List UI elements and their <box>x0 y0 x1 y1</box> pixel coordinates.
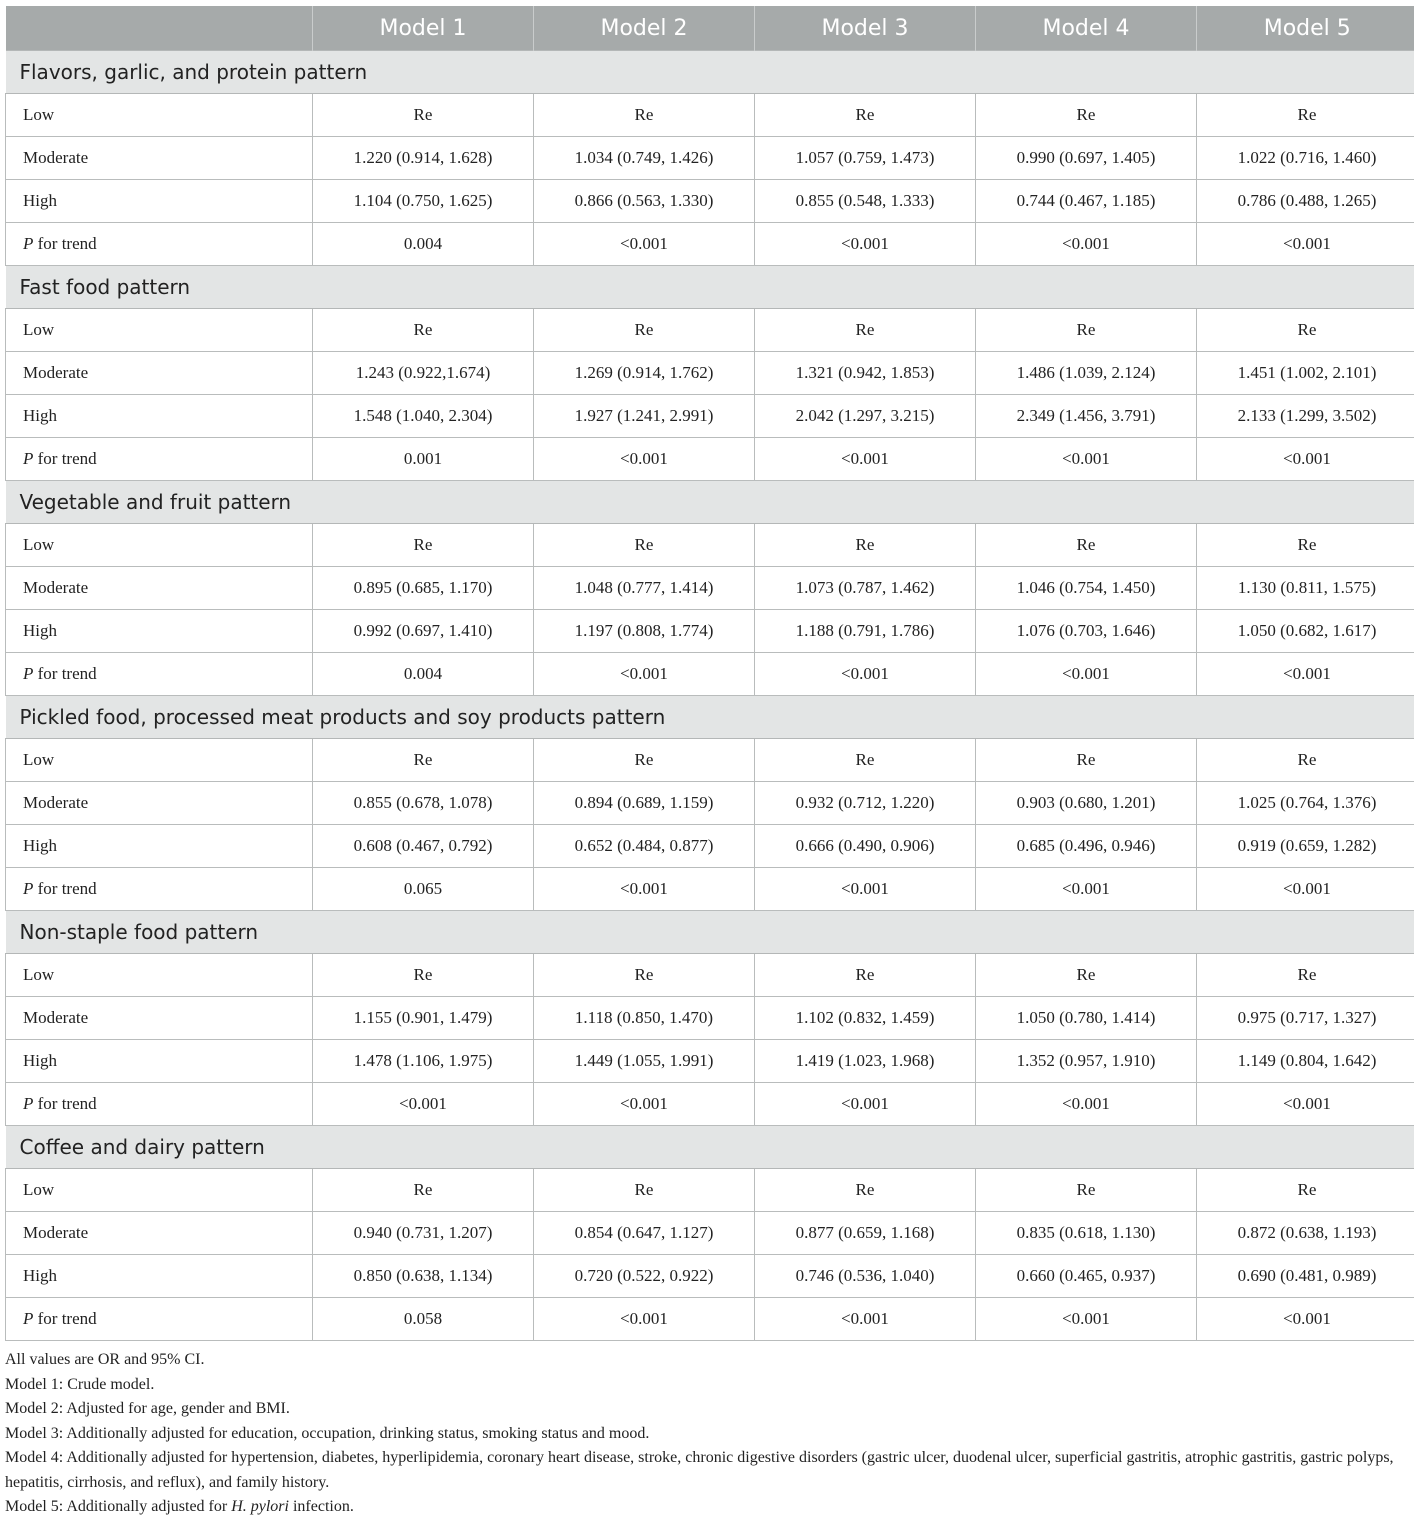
table-row <box>6 94 1414 137</box>
value-cell: Re <box>976 524 1197 567</box>
value-cell: 1.478 (1.106, 1.975) <box>313 1040 534 1083</box>
table-row <box>6 868 1414 911</box>
value-cell: 0.004 <box>313 653 534 696</box>
value-cell: Re <box>313 94 534 137</box>
row-label: Moderate <box>6 352 313 395</box>
value-cell: 0.854 (0.647, 1.127) <box>534 1212 755 1255</box>
row-label <box>6 1298 313 1341</box>
value-cell: Re <box>534 309 755 352</box>
value-cell: Re <box>976 739 1197 782</box>
row-label <box>6 868 313 911</box>
value-cell: 0.940 (0.731, 1.207) <box>313 1212 534 1255</box>
value-cell: 1.352 (0.957, 1.910) <box>976 1040 1197 1083</box>
row-label <box>6 653 313 696</box>
row-label-rest: for trend <box>33 879 97 898</box>
value-cell: 0.850 (0.638, 1.134) <box>313 1255 534 1298</box>
footnote-model-5-prefix: Model 5: Additionally adjusted for <box>5 1498 232 1515</box>
value-cell: <0.001 <box>534 1083 755 1126</box>
row-label: High <box>6 610 313 653</box>
value-cell: 1.104 (0.750, 1.625) <box>313 180 534 223</box>
value-cell: <0.001 <box>755 1083 976 1126</box>
value-cell: Re <box>1197 739 1414 782</box>
value-cell: <0.001 <box>534 868 755 911</box>
table-body <box>6 51 1414 1341</box>
value-cell: <0.001 <box>976 1298 1197 1341</box>
value-cell: 1.188 (0.791, 1.786) <box>755 610 976 653</box>
footnote-all-values: All values are OR and 95% CI. <box>5 1351 205 1368</box>
row-label <box>6 223 313 266</box>
group-title: Coffee and dairy pattern <box>6 1126 1414 1169</box>
row-label: High <box>6 825 313 868</box>
table-row <box>6 997 1414 1040</box>
table-row <box>6 1212 1414 1255</box>
header-row <box>6 6 1414 51</box>
table-row <box>6 1255 1414 1298</box>
value-cell: 1.149 (0.804, 1.642) <box>1197 1040 1414 1083</box>
row-label-italic: P <box>23 879 34 898</box>
value-cell: Re <box>534 954 755 997</box>
value-cell: 0.932 (0.712, 1.220) <box>755 782 976 825</box>
value-cell: <0.001 <box>534 1298 755 1341</box>
value-cell: 0.652 (0.484, 0.877) <box>534 825 755 868</box>
value-cell: 0.835 (0.618, 1.130) <box>976 1212 1197 1255</box>
value-cell: 1.155 (0.901, 1.479) <box>313 997 534 1040</box>
value-cell: Re <box>1197 309 1414 352</box>
value-cell: 1.486 (1.039, 2.124) <box>976 352 1197 395</box>
value-cell: 0.660 (0.465, 0.937) <box>976 1255 1197 1298</box>
value-cell: <0.001 <box>755 653 976 696</box>
value-cell: <0.001 <box>1197 868 1414 911</box>
value-cell: 0.877 (0.659, 1.168) <box>755 1212 976 1255</box>
value-cell: Re <box>976 954 1197 997</box>
row-label-italic: P <box>23 1309 34 1328</box>
value-cell: Re <box>755 1169 976 1212</box>
value-cell: <0.001 <box>1197 438 1414 481</box>
group-header-row <box>6 696 1414 739</box>
value-cell: 0.666 (0.490, 0.906) <box>755 825 976 868</box>
value-cell: <0.001 <box>976 438 1197 481</box>
footnote-model-2: Model 2: Adjusted for age, gender and BMI. <box>5 1400 290 1417</box>
value-cell: Re <box>1197 94 1414 137</box>
row-label: Low <box>6 954 313 997</box>
row-label-italic: P <box>23 449 34 468</box>
group-header-row <box>6 1126 1414 1169</box>
table-row <box>6 653 1414 696</box>
footnote-model-1: Model 1: Crude model. <box>5 1375 155 1393</box>
value-cell: 0.990 (0.697, 1.405) <box>976 137 1197 180</box>
table-row <box>6 223 1414 266</box>
value-cell: 0.685 (0.496, 0.946) <box>976 825 1197 868</box>
value-cell: 0.058 <box>313 1298 534 1341</box>
header-model-3: Model 3 <box>755 6 976 51</box>
table-row <box>6 825 1414 868</box>
row-label-rest: for trend <box>33 1094 97 1113</box>
value-cell: <0.001 <box>976 1083 1197 1126</box>
value-cell: 1.034 (0.749, 1.426) <box>534 137 755 180</box>
group-header-row <box>6 911 1414 954</box>
row-label: Moderate <box>6 567 313 610</box>
value-cell: 0.895 (0.685, 1.170) <box>313 567 534 610</box>
value-cell: 1.321 (0.942, 1.853) <box>755 352 976 395</box>
group-title: Flavors, garlic, and protein pattern <box>6 51 1414 94</box>
row-label: High <box>6 180 313 223</box>
value-cell: 1.220 (0.914, 1.628) <box>313 137 534 180</box>
value-cell: 1.927 (1.241, 2.991) <box>534 395 755 438</box>
table-row <box>6 395 1414 438</box>
row-label: Moderate <box>6 782 313 825</box>
value-cell: Re <box>755 94 976 137</box>
row-label-rest: for trend <box>33 1309 97 1328</box>
value-cell: <0.001 <box>976 868 1197 911</box>
value-cell: <0.001 <box>755 1298 976 1341</box>
group-title: Non-staple food pattern <box>6 911 1414 954</box>
value-cell: 0.855 (0.548, 1.333) <box>755 180 976 223</box>
table-container <box>5 6 1409 1341</box>
value-cell: <0.001 <box>534 438 755 481</box>
value-cell: 2.042 (1.297, 3.215) <box>755 395 976 438</box>
value-cell: <0.001 <box>976 653 1197 696</box>
value-cell: 0.872 (0.638, 1.193) <box>1197 1212 1414 1255</box>
row-label: High <box>6 1040 313 1083</box>
table-row <box>6 1083 1414 1126</box>
value-cell: 0.720 (0.522, 0.922) <box>534 1255 755 1298</box>
table-row <box>6 137 1414 180</box>
value-cell: 0.608 (0.467, 0.792) <box>313 825 534 868</box>
value-cell: Re <box>755 524 976 567</box>
value-cell: 0.894 (0.689, 1.159) <box>534 782 755 825</box>
value-cell: Re <box>976 309 1197 352</box>
row-label: High <box>6 395 313 438</box>
table-row <box>6 954 1414 997</box>
value-cell: 0.690 (0.481, 0.989) <box>1197 1255 1414 1298</box>
value-cell: Re <box>1197 954 1414 997</box>
value-cell: 1.449 (1.055, 1.991) <box>534 1040 755 1083</box>
value-cell: 1.130 (0.811, 1.575) <box>1197 567 1414 610</box>
value-cell: 0.746 (0.536, 1.040) <box>755 1255 976 1298</box>
header-model-5: Model 5 <box>1197 6 1414 51</box>
table-row <box>6 782 1414 825</box>
value-cell: 1.197 (0.808, 1.774) <box>534 610 755 653</box>
value-cell: 0.001 <box>313 438 534 481</box>
group-header-row <box>6 51 1414 94</box>
value-cell: <0.001 <box>976 223 1197 266</box>
row-label: Low <box>6 309 313 352</box>
value-cell: 0.992 (0.697, 1.410) <box>313 610 534 653</box>
value-cell: Re <box>313 309 534 352</box>
header-model-4: Model 4 <box>976 6 1197 51</box>
value-cell: 1.025 (0.764, 1.376) <box>1197 782 1414 825</box>
value-cell: 1.076 (0.703, 1.646) <box>976 610 1197 653</box>
table-row <box>6 1298 1414 1341</box>
value-cell: 0.744 (0.467, 1.185) <box>976 180 1197 223</box>
value-cell: 1.050 (0.682, 1.617) <box>1197 610 1414 653</box>
value-cell: 0.975 (0.717, 1.327) <box>1197 997 1414 1040</box>
footnote-model-5-italic: H. pylori <box>231 1498 289 1515</box>
value-cell: 1.046 (0.754, 1.450) <box>976 567 1197 610</box>
table-row <box>6 309 1414 352</box>
value-cell: Re <box>534 94 755 137</box>
value-cell: Re <box>1197 1169 1414 1212</box>
table-row <box>6 438 1414 481</box>
row-label: High <box>6 1255 313 1298</box>
table-row <box>6 352 1414 395</box>
footnote-model-5-suffix: infection. <box>288 1498 354 1515</box>
group-header-row <box>6 266 1414 309</box>
value-cell: <0.001 <box>755 223 976 266</box>
row-label: Low <box>6 1169 313 1212</box>
value-cell: Re <box>755 309 976 352</box>
row-label-italic: P <box>23 1094 34 1113</box>
value-cell: Re <box>755 954 976 997</box>
header-model-2: Model 2 <box>534 6 755 51</box>
value-cell: 2.349 (1.456, 3.791) <box>976 395 1197 438</box>
row-label: Low <box>6 94 313 137</box>
value-cell: 0.004 <box>313 223 534 266</box>
table-row <box>6 567 1414 610</box>
value-cell: Re <box>313 1169 534 1212</box>
value-cell: <0.001 <box>534 223 755 266</box>
value-cell: Re <box>976 94 1197 137</box>
group-title: Fast food pattern <box>6 266 1414 309</box>
header-corner <box>6 6 313 51</box>
value-cell: 1.050 (0.780, 1.414) <box>976 997 1197 1040</box>
value-cell: 0.866 (0.563, 1.330) <box>534 180 755 223</box>
footnote-model-3: Model 3: Additionally adjusted for education, occupation, drinking status, smoking status and mood. <box>5 1424 650 1442</box>
group-title: Vegetable and fruit pattern <box>6 481 1414 524</box>
row-label: Low <box>6 739 313 782</box>
value-cell: Re <box>755 739 976 782</box>
footnotes <box>5 1348 1409 1520</box>
value-cell: 1.419 (1.023, 1.968) <box>755 1040 976 1083</box>
value-cell: 2.133 (1.299, 3.502) <box>1197 395 1414 438</box>
table-row <box>6 180 1414 223</box>
row-label <box>6 1083 313 1126</box>
value-cell: 1.269 (0.914, 1.762) <box>534 352 755 395</box>
footnote-model-4: Model 4: Additionally adjusted for hypertension, diabetes, hyperlipidemia, coronary heart disease, stroke, chronic digestive disorders (gastric ulcer, duodenal ulcer, superficial gastritis, atrophic gastritis, gastric polyps, hepatitis, cirrhosis, and reflux), and family history. <box>5 1449 1394 1491</box>
value-cell: Re <box>313 954 534 997</box>
table-row <box>6 739 1414 782</box>
value-cell: <0.001 <box>755 438 976 481</box>
value-cell: 0.903 (0.680, 1.201) <box>976 782 1197 825</box>
value-cell: 1.022 (0.716, 1.460) <box>1197 137 1414 180</box>
group-header-row <box>6 481 1414 524</box>
results-table <box>5 6 1414 1341</box>
row-label-italic: P <box>23 234 34 253</box>
table-row <box>6 1040 1414 1083</box>
value-cell: Re <box>534 1169 755 1212</box>
value-cell: Re <box>313 739 534 782</box>
value-cell: 1.102 (0.832, 1.459) <box>755 997 976 1040</box>
table-row <box>6 610 1414 653</box>
value-cell: 0.919 (0.659, 1.282) <box>1197 825 1414 868</box>
row-label-rest: for trend <box>33 449 97 468</box>
value-cell: Re <box>534 739 755 782</box>
footnote-model-5 <box>5 1495 1409 1520</box>
value-cell: <0.001 <box>1197 1083 1414 1126</box>
value-cell: <0.001 <box>534 653 755 696</box>
group-title: Pickled food, processed meat products and soy products pattern <box>6 696 1414 739</box>
header-model-1: Model 1 <box>313 6 534 51</box>
value-cell: 1.548 (1.040, 2.304) <box>313 395 534 438</box>
value-cell: <0.001 <box>1197 653 1414 696</box>
row-label: Moderate <box>6 137 313 180</box>
value-cell: Re <box>1197 524 1414 567</box>
value-cell: 1.243 (0.922,1.674) <box>313 352 534 395</box>
value-cell: 1.451 (1.002, 2.101) <box>1197 352 1414 395</box>
row-label: Moderate <box>6 1212 313 1255</box>
value-cell: 1.118 (0.850, 1.470) <box>534 997 755 1040</box>
value-cell: Re <box>313 524 534 567</box>
value-cell: <0.001 <box>313 1083 534 1126</box>
value-cell: Re <box>976 1169 1197 1212</box>
row-label-rest: for trend <box>33 664 97 683</box>
row-label-italic: P <box>23 664 34 683</box>
value-cell: <0.001 <box>755 868 976 911</box>
row-label <box>6 438 313 481</box>
row-label: Moderate <box>6 997 313 1040</box>
value-cell: Re <box>534 524 755 567</box>
value-cell: <0.001 <box>1197 223 1414 266</box>
value-cell: 0.786 (0.488, 1.265) <box>1197 180 1414 223</box>
value-cell: 0.065 <box>313 868 534 911</box>
value-cell: <0.001 <box>1197 1298 1414 1341</box>
row-label-rest: for trend <box>33 234 97 253</box>
value-cell: 0.855 (0.678, 1.078) <box>313 782 534 825</box>
table-row <box>6 524 1414 567</box>
value-cell: 1.073 (0.787, 1.462) <box>755 567 976 610</box>
table-row <box>6 1169 1414 1212</box>
row-label: Low <box>6 524 313 567</box>
value-cell: 1.057 (0.759, 1.473) <box>755 137 976 180</box>
value-cell: 1.048 (0.777, 1.414) <box>534 567 755 610</box>
